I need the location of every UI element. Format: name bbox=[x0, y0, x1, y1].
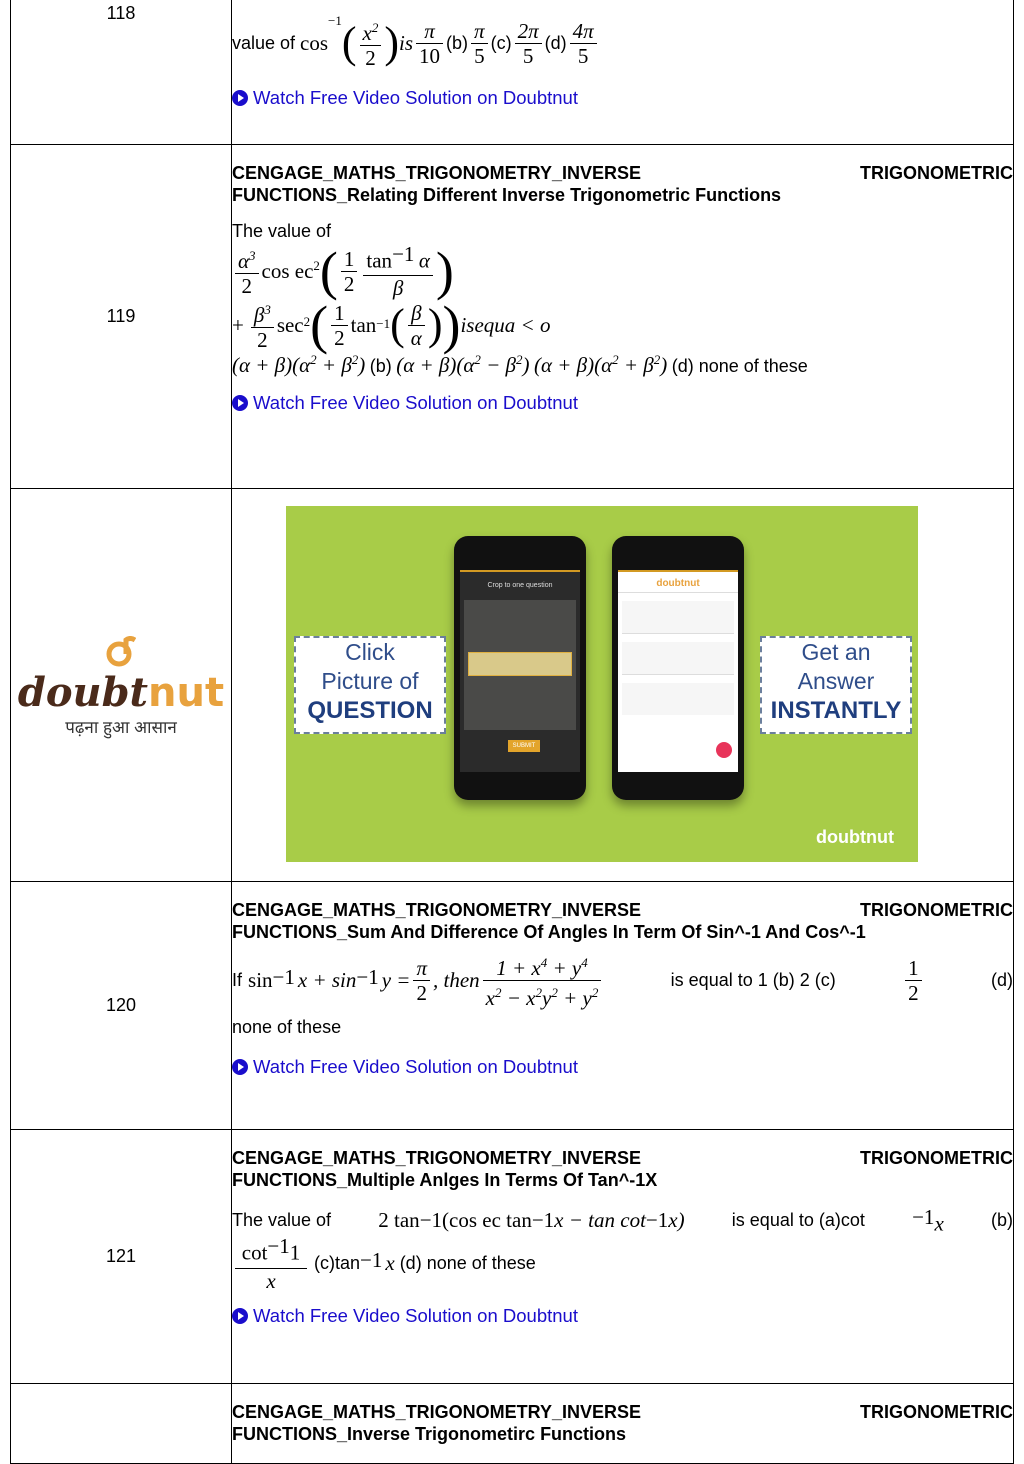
question-options: $(\alpha + \beta)(\alpha^2 + \beta^2)$ (b) $(\alpha + \beta)(\alpha^2 - \beta^2)$ $(\alpha + \beta)(\alpha^2 + \beta^2)$ (d) none of these bbox=[232, 352, 808, 378]
question-content bbox=[232, 1130, 1014, 1384]
logo-mark-icon bbox=[106, 635, 136, 665]
question-text-line2: $\frac{\cot^{-1}1}{x}$ (c)tan −1 x (d) none of these bbox=[232, 1234, 1013, 1292]
question-category: CENGAGE_MATHS_TRIGONOMETRY_INVERSE TRIGONOMETRIC FUNCTIONS_Inverse Trigonometirc Functions bbox=[232, 1402, 1013, 1444]
doubtnut-logo bbox=[11, 489, 232, 882]
watch-video-link[interactable]: Watch Free Video Solution on Doubtnut bbox=[232, 1305, 1013, 1327]
question-row-121 bbox=[11, 1130, 1014, 1384]
watch-video-link[interactable]: Watch Free Video Solution on Doubtnut bbox=[232, 1056, 1013, 1078]
phone-screen: Crop to one question SUBMIT bbox=[460, 572, 580, 772]
question-text: The value of 2 tan −1 (cos ec tan −1 x − tan cot −1 x) is equal to (a)cot $^{-1}$x (b) bbox=[232, 1205, 1013, 1236]
crop-box bbox=[468, 652, 572, 676]
question-table bbox=[10, 0, 1014, 1464]
question-content bbox=[232, 0, 1014, 145]
question-number: 119 bbox=[11, 145, 232, 489]
question-expression-line2: + $\frac{\beta^3}{2}$ sec 2 ( $\frac{1}{2}$ tan −1 ( $\frac{\beta}{\alpha}$ ) ) isequa < o bbox=[232, 295, 551, 356]
question-row-next bbox=[11, 1384, 1014, 1464]
phone-answer-mockup bbox=[612, 536, 744, 800]
question-text: value of cos −1 ( $\frac{x^2}{2}$ ) is $\frac{\pi}{10}$ (b) $\frac{\pi}{5}$ (c) $\frac{2\pi}{5}$ (d) $\frac{4\pi}{5}$ bbox=[232, 0, 1013, 87]
play-circle-icon bbox=[232, 1308, 248, 1324]
logo-wordmark: doubtnut bbox=[11, 633, 231, 713]
question-row-120 bbox=[11, 882, 1014, 1130]
question-number: 121 bbox=[11, 1130, 232, 1384]
question-category: CENGAGE_MATHS_TRIGONOMETRY_INVERSE TRIGONOMETRIC FUNCTIONS_Sum And Difference Of Angles In Term Of Sin^-1 And Cos^-1 bbox=[232, 900, 1013, 942]
callout-click-picture: Click Picture of QUESTION bbox=[294, 636, 446, 734]
question-category: CENGAGE_MATHS_TRIGONOMETRY_INVERSE TRIGONOMETRIC FUNCTIONS_Relating Different Inverse Trigonometric Functions bbox=[232, 163, 1013, 205]
play-circle-icon bbox=[232, 90, 248, 106]
promo-banner[interactable] bbox=[286, 506, 918, 862]
question-content bbox=[232, 1384, 1014, 1464]
banner-watermark: doubtnut bbox=[816, 827, 894, 847]
phone-screen bbox=[618, 572, 738, 772]
callout-get-answer: Get an Answer INSTANTLY bbox=[760, 636, 912, 734]
question-content bbox=[232, 882, 1014, 1130]
question-intro: The value of bbox=[232, 221, 332, 241]
ad-cell bbox=[232, 489, 1014, 882]
question-category: CENGAGE_MATHS_TRIGONOMETRY_INVERSE TRIGONOMETRIC FUNCTIONS_Multiple Anlges In Terms Of Tan^-1X bbox=[232, 1148, 1013, 1190]
question-number bbox=[11, 1384, 232, 1464]
logo-tagline: पढ़ना हुआ आसान bbox=[65, 717, 177, 737]
phone-app-title: doubtnut bbox=[618, 572, 738, 593]
submit-button: SUBMIT bbox=[508, 740, 540, 752]
question-row-119 bbox=[11, 145, 1014, 489]
question-text-line2: none of these bbox=[232, 1017, 342, 1037]
camera-preview bbox=[464, 600, 576, 730]
watch-video-link[interactable]: Watch Free Video Solution on Doubtnut bbox=[232, 392, 1013, 414]
question-expression-line1: $\frac{\alpha^3}{2}$ cos ec $^2$ ( $\frac{1}{2}$ $\frac{\tan^{-1} \alpha}{\beta}$ ) bbox=[232, 242, 1013, 300]
play-circle-icon bbox=[232, 395, 248, 411]
question-number: 118 bbox=[11, 0, 232, 145]
ad-row bbox=[11, 489, 1014, 882]
question-content bbox=[232, 145, 1014, 489]
play-circle-icon bbox=[232, 1059, 248, 1075]
question-number: 120 bbox=[11, 882, 232, 1130]
question-row-118 bbox=[11, 0, 1014, 145]
phone-camera-mockup bbox=[454, 536, 586, 800]
watch-video-link[interactable]: Watch Free Video Solution on Doubtnut bbox=[232, 87, 1013, 109]
question-text: If sin −1 x + sin −1 y = $\frac{\pi}{2}$ , then $\frac{1 + x^4 + y^4}{x^2 - x^2y^2 + y^2}$ is equal to 1 (b) 2 (c) $\frac{1}{2}$ (d) bbox=[232, 955, 1013, 1010]
